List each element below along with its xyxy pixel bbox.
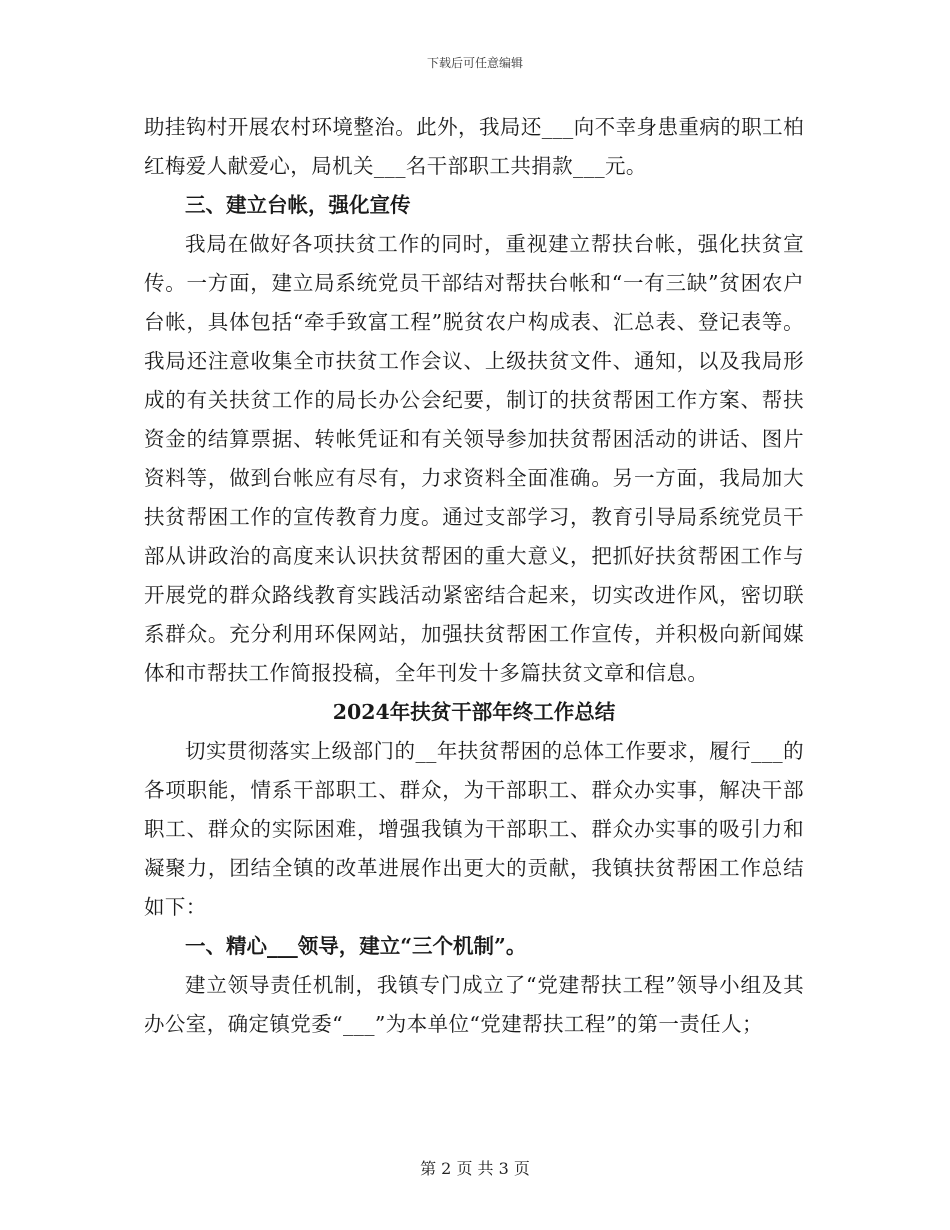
section-heading-1: 一、精心___领导，建立“三个机制”。 <box>185 934 527 958</box>
section-heading-3: 三、建立台帐，强化宣传 <box>185 193 411 217</box>
document-title: 2024年扶贫干部年终工作总结 <box>332 700 616 724</box>
paragraph-intro: 切实贯彻落实上级部门的__年扶贫帮困的总体工作要求，履行___的各项职能，情系干部职工、群众，为干部职工、群众办实事，解决干部职工、群众的实际困难，增强我镇为干部职工、群众办实事的吸引力和凝聚力，团结全镇的改革进展作出更大的贡献，我镇扶贫帮困工作总结如下： <box>144 739 804 919</box>
document-body <box>144 108 804 1044</box>
paragraph-leadership: 建立领导责任机制，我镇专门成立了“党建帮扶工程”领导小组及其办公室，确定镇党委“___”为本单位“党建帮扶工程”的第一责任人； <box>144 973 804 1036</box>
page-footer-number: 第 2 页 共 3 页 <box>420 1159 530 1178</box>
page-header-note: 下载后可任意编辑 <box>426 56 523 70</box>
paragraph-ledger-publicity: 我局在做好各项扶贫工作的同时，重视建立帮扶台帐，强化扶贫宣传。一方面，建立局系统党员干部结对帮扶台帐和“一有三缺”贫困农户台帐，具体包括“牵手致富工程”脱贫农户构成表、汇总表、登记表等。我局还注意收集全市扶贫工作会议、上级扶贫文件、通知，以及我局形成的有关扶贫工作的局长办公会纪要，制订的扶贫帮困工作方案、帮扶资金的结算票据、转帐凭证和有关领导参加扶贫帮困活动的讲话、图片资料等，做到台帐应有尽有，力求资料全面准确。另一方面，我局加大扶贫帮困工作的宣传教育力度。通过支部学习，教育引导局系统党员干部从讲政治的高度来认识扶贫帮困的重大意义，把抓好扶贫帮困工作与开展党的群众路线教育实践活动紧密结合起来，切实改进作风，密切联系群众。充分利用环保网站，加强扶贫帮困工作宣传，并积极向新闻媒体和市帮扶工作简报投稿，全年刊发十多篇扶贫文章和信息。 <box>144 232 804 685</box>
paragraph-continued: 助挂钩村开展农村环境整治。此外，我局还___向不幸身患重病的职工柏红梅爱人献爱心，局机关___名干部职工共捐款___元。 <box>144 115 804 178</box>
